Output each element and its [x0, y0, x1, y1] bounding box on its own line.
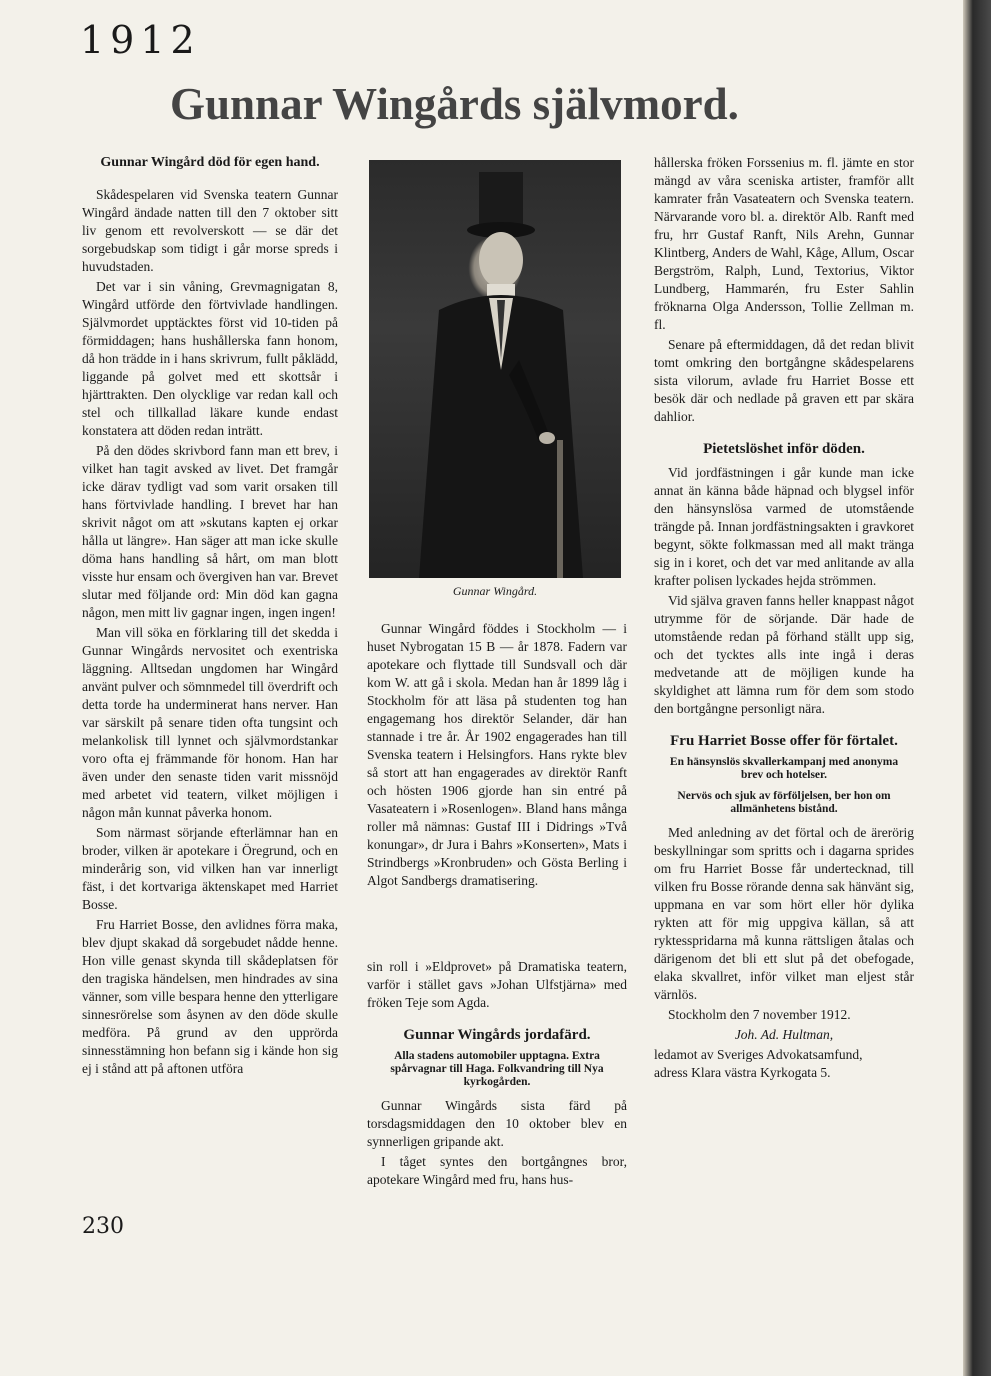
col3-paragraph: Vid jordfästningen i går kunde man icke annat än känna både häpnad och blygsel inför den hänsynslösa varmed de utomstående trängde på. Innan jordfästningsakten i gravkoret begynt, sökte folkmassan med all makt tränga sig in i koret, och det var med anlitande av alla krafter polisen lyckades hejda strömmen. [654, 465, 914, 588]
col2b-lead: sin roll i »Eldprovet» på Dramatiska teatern, varför i stället gavs »Johan Ulfstjärna» med fröken Teje som Agda. [367, 959, 627, 1010]
col1-paragraph: På den dödes skrivbord fann man ett brev, i vilket han tagit avsked av livet. Det framgår icke därav tydligt vad som varit orsaken till hans förtvivlade handling. I brevet har han skrivit något om att »skutans kapten ej orkar hålla ut längre». Han säger att man icke skulle döma hans handling så hårt, om man blott visste hur ensam och övergiven han var. Brevet slutar med följande ord: Min död kan gagna någon, men mitt liv gagnar ingen, ingen ingen! [82, 443, 338, 620]
col2b-subhead: Gunnar Wingårds jordafärd. [403, 1027, 591, 1043]
col3-paragraph: Med anledning av det förtal och de ärerörig beskyllningar som spritts och i dagarna sprides om fru Harriet Bosse får undertecknad, till vilken fru Bosse rörande denna sak hänvänt sig, uppmana en var som hört eller hör dylika rykten att för mig uppgiva källan, så att ryktesspridarna må kunna rättsligen åtalas och därigenom det bli ett slut på det obefogade, elaka skvallret, inför vilket man eljest står värnlös. [654, 825, 914, 1002]
col3-paragraph: Senare på eftermiddagen, då det redan blivit tomt omkring den bortgångne skådespelarens sista vilorum, avlade fru Harriet Bosse ett besök där och nedlade på graven ett par skära dahlior. [654, 337, 914, 424]
col3-deck-1: En hänsynslös skvallerkampanj med anonyma brev och hotelser. [669, 756, 899, 781]
col1-paragraph: Som närmast sörjande efterlämnar han en broder, vilken är apotekare i Öregrund, och en minderårig son, vid vilken han var innerligt fäst, i det kortvariga äktenskapet med Harriet Bosse. [82, 825, 338, 912]
col1-paragraph: Fru Harriet Bosse, den avlidnes förra maka, blev djupt skakad då sorgebudet nådde henne. Hon ville genast skynda till skådeplatsen för den tragiska händelsen, men hindrades av sina vänner, som ville bespara henne den ytterligare sinnesrörelse som åsynen av den döde skulle medföra. På grund av den upprörda sinnesstämning hon befann sig i kände hon sig ej i stånd att på aftonen utföra [82, 917, 338, 1076]
col3-subhead-2: Fru Harriet Bosse offer för förtalet. [670, 733, 898, 749]
portrait-photo [369, 160, 621, 578]
col2b-deck: Alla stadens automobiler upptagna. Extra spårvagnar till Haga. Folkvandring till Nya kyrkogården. [390, 1050, 604, 1088]
signature-address: adress Klara västra Kyrkogata 5. [654, 1065, 831, 1080]
column-1 [82, 154, 338, 1080]
col2b-paragraph: Gunnar Wingårds sista färd på torsdagsmiddagen den 10 oktober blev en synnerligen gripande akt. [367, 1098, 627, 1149]
col3-deck-2: Nervös och sjuk av förföljelsen, ber hon om allmänhetens bistånd. [677, 790, 891, 815]
col3-paragraph: Vid själva graven fanns heller knappast något utrymme för de sörjande. Där hade de utomstående redan på förhand ställt upp sig, och det tycktes alls inte ingå i deras medvetande att de möjligen kunde ha skyldighet att lämna rum för dem som stodo den bortgångne personligt nära. [654, 593, 914, 716]
dateline: Stockholm den 7 november 1912. [668, 1007, 851, 1022]
signature-title: ledamot av Sveriges Advokatsamfund, [654, 1047, 863, 1062]
col2b-paragraph: I tåget syntes den bortgångnes bror, apotekare Wingård med fru, hans hus- [367, 1154, 627, 1187]
page-year: 1912 [80, 18, 201, 62]
col1-paragraph: Skådespelaren vid Svenska teatern Gunnar Wingård ändade natten till den 7 oktober sitt liv genom ett revolverskott — se där det sorgebudskap som tidigt i går morse spreds i huvudstaden. [82, 187, 338, 274]
book-spine-edge [963, 0, 991, 1376]
column-2-lower [367, 958, 627, 1191]
col3-subhead: Pietetslöshet inför döden. [703, 441, 865, 457]
col1-subhead: Gunnar Wingård död för egen hand. [100, 155, 320, 170]
photo-caption: Gunnar Wingård. [452, 584, 538, 598]
portrait-figure-illustration [369, 160, 621, 578]
col1-paragraph: Man vill söka en förklaring till det skedda i Gunnar Wingårds nervositet och exentriska läggning. Alltsedan ungdomen har Wingård använt pulver och sömnmedel till överdrift och detta torde ha underminerat hans nerver. Han var särskilt på senare tiden ofta tungsint och melankolisk till lynnet och självmordstankar voro ofta ej främmande för honom. Han har även under den senaste tiden varit missnöjd med arbetet vid teatern, vilket möjligen i någon mån kunnat påverka honom. [82, 625, 338, 820]
column-2 [367, 620, 627, 892]
col3-lead: hållerska fröken Forssenius m. fl. jämte en stor mängd av våra sceniska artister, framför allt kamrater från Vasateatern och Svenska teatern. Närvarande voro bl. a. direktör Alb. Ranft med fru, hrr Gustaf Ranft, Nils Arehn, Gunnar Klintberg, Anders de Wahl, Kåge, Allum, Oscar Bergström, Ralph, Lund, Textorius, Viktor Lundberg, Hammarén, fru Ester Sahlin fröknarna Olga Andersson, Tollie Zellman m. fl. [654, 155, 914, 332]
page-number: 230 [82, 1214, 124, 1239]
column-3 [654, 154, 914, 1082]
page-headline: Gunnar Wingårds självmord. [170, 79, 739, 129]
col2-paragraph: Gunnar Wingård föddes i Stockholm — i huset Nybrogatan 15 B — år 1878. Fadern var apotekare och flyttade till Sundsvall och där kom W. att gå i skola. Medan han år 1899 låg i Stockholm för att läsa på studenten tog han engagemang hos direktör Selander, där han stannade i tre år. År 1902 engagerades han till Svenska teatern i Helsingfors. Hans rykte blev så stort att han engagerades av direktör Ranft och hösten 1906 gjorde han sin entré på Vasateatern i »Rosenlogen». Bland hans många roller må nämnas: Gustaf III i Didrings »Två konungar», dr Jura i Bahrs »Konserten», Mats i Strindbergs »Kronbruden» och Gösta Berling i Algot Sandbergs dramatisering. [367, 621, 627, 888]
signature: Joh. Ad. Hultman, [734, 1027, 834, 1042]
col1-paragraph: Det var i sin våning, Grevmagnigatan 8, Wingård utförde den förtvivlade handlingen. Självmordet upptäcktes först vid 10-tiden på förmiddagen; hans hushållerska fann honom, då hon trädde in i hans skrivrum, fullt påklädd, liggande på golvet med ett skottsår i hjärttrakten. Den olycklige var redan kall och stel och tillkallad läkare kunde endast konstatera att döden redan inträtt. [82, 279, 338, 438]
